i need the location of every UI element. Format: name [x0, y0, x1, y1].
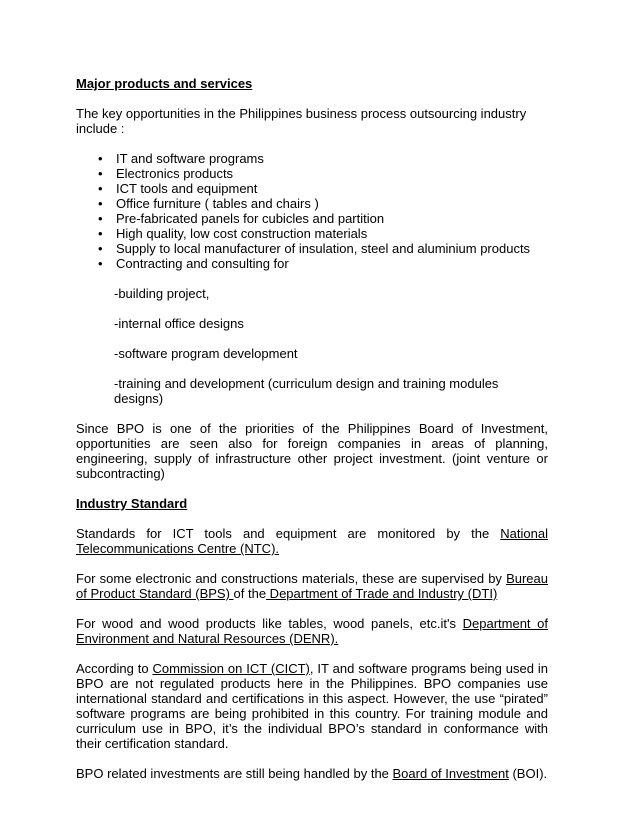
- list-item: [98, 181, 548, 196]
- heading-major-products: Major products and services: [76, 76, 253, 91]
- list-item: [98, 256, 548, 271]
- bullet-icon: •: [98, 151, 103, 166]
- link-ntc[interactable]: National Telecommunications Centre (NTC).: [76, 526, 548, 556]
- list-item-text: ICT tools and equipment: [116, 181, 258, 196]
- products-bullet-list: [76, 151, 548, 271]
- bullet-icon: •: [98, 241, 103, 256]
- list-item-text: Pre-fabricated panels for cubicles and partition: [116, 211, 385, 226]
- bullet-icon: •: [98, 166, 103, 181]
- paragraph-denr: [76, 616, 548, 646]
- paragraph-text: For some electronic and constructions materials, these are supervised by: [76, 571, 507, 586]
- list-item: [98, 241, 548, 256]
- bullet-icon: •: [98, 211, 103, 226]
- heading-industry-standard: Industry Standard: [76, 496, 188, 511]
- sub-item-building-project: -building project,: [114, 286, 210, 301]
- paragraph-text: According to: [76, 661, 153, 676]
- link-dti[interactable]: Department of Trade and Industry (DTI): [266, 586, 498, 601]
- list-item: [98, 226, 548, 241]
- paragraph-text: of the: [233, 586, 267, 601]
- paragraph-text: , IT and software programs being used in BPO are not regulated products here in the Philippines. BPO companies use international standard and certifications in this aspect. However, the use “pirated” software programs are being prohibited in this country. For training module and curriculum use in BPO, it’s the individual BPO’s standard in conformance with their certification standard.: [76, 661, 548, 751]
- list-item-text: IT and software programs: [116, 151, 264, 166]
- list-item-text: Office furniture ( tables and chairs ): [116, 196, 319, 211]
- paragraph-boi: [76, 766, 548, 781]
- paragraph-text: Standards for ICT tools and equipment are monitored by the: [76, 526, 501, 541]
- bullet-icon: •: [98, 181, 103, 196]
- intro-paragraph: The key opportunities in the Philippines business process outsourcing industry include :: [76, 106, 527, 136]
- list-item-text: Contracting and consulting for: [116, 256, 289, 271]
- list-item-text: Supply to local manufacturer of insulation, steel and aluminium products: [116, 241, 531, 256]
- bullet-icon: •: [98, 256, 103, 271]
- paragraph-text: (BOI).: [508, 766, 548, 781]
- paragraph-text: For wood and wood products like tables, wood panels, etc.it's: [76, 616, 463, 631]
- paragraph-text: BPO related investments are still being handled by the: [76, 766, 393, 781]
- list-item: [98, 211, 548, 226]
- sub-item-training-development: -training and development (curriculum design and training modules designs): [114, 376, 499, 406]
- paragraph-bps-dti: [76, 571, 548, 601]
- closing-paragraph: Since BPO is one of the priorities of the Philippines Board of Investment, opportunities are seen also for foreign companies in areas of planning, engineering, supply of infrastructure other project investment. (joint venture or subcontracting): [76, 421, 548, 481]
- list-item-text: High quality, low cost construction materials: [116, 226, 368, 241]
- link-boi[interactable]: Board of Investment: [392, 766, 509, 781]
- paragraph-cict: [76, 661, 548, 751]
- link-bps[interactable]: Bureau of Product Standard (BPS): [76, 571, 548, 601]
- list-item: [98, 196, 548, 211]
- bullet-icon: •: [98, 226, 103, 241]
- sub-item-software-development: -software program development: [114, 346, 298, 361]
- bullet-icon: •: [98, 196, 103, 211]
- list-item: [98, 151, 548, 166]
- sub-item-office-designs: -internal office designs: [114, 316, 244, 331]
- document-page: [76, 76, 548, 781]
- link-denr[interactable]: Department of Environment and Natural Resources (DENR).: [76, 616, 549, 646]
- link-cict[interactable]: Commission on ICT (CICT): [152, 661, 310, 676]
- list-item-text: Electronics products: [116, 166, 234, 181]
- list-item: [98, 166, 548, 181]
- paragraph-ntc: [76, 526, 548, 556]
